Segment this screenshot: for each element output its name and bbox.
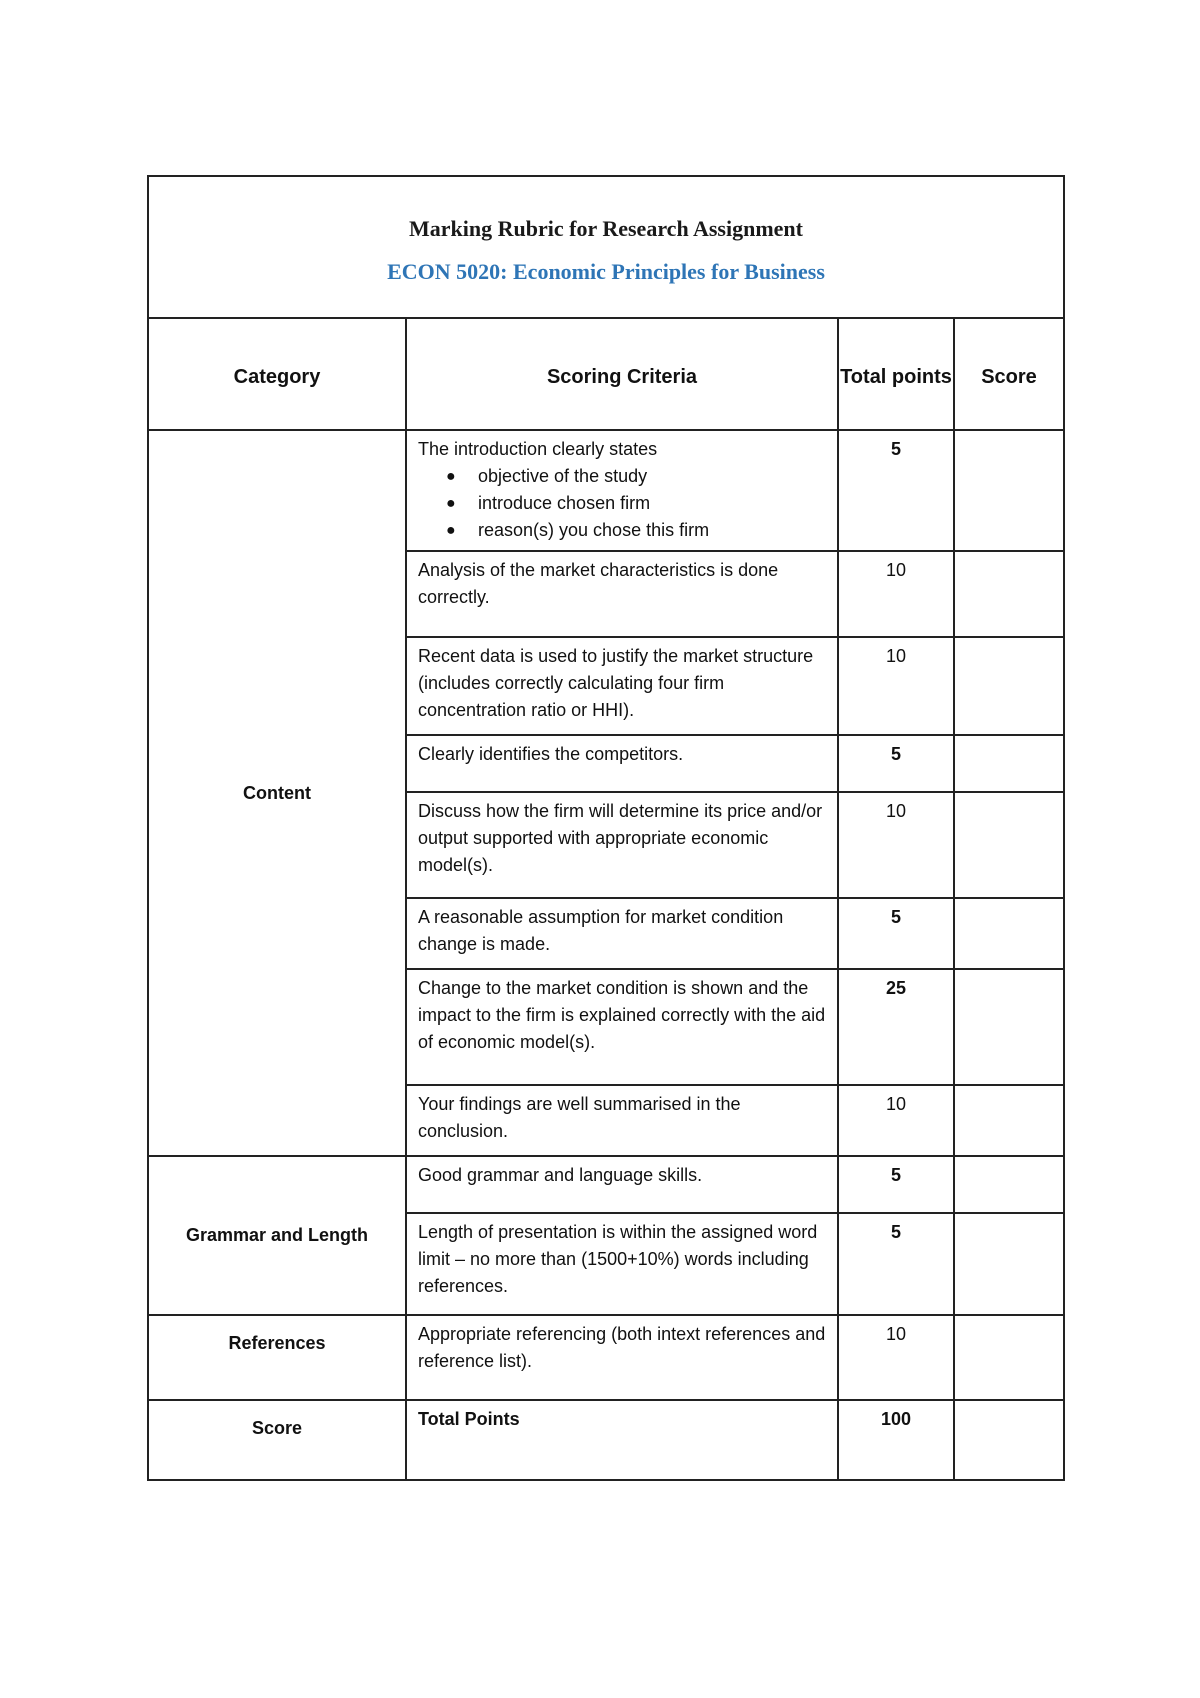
score-cell[interactable] <box>954 735 1064 792</box>
rubric-title: Marking Rubric for Research Assignment <box>409 216 803 241</box>
points-price-output: 10 <box>838 792 954 898</box>
bullet-text: reason(s) you chose this firm <box>478 520 710 540</box>
bullet-text: objective of the study <box>478 466 648 486</box>
score-cell[interactable] <box>954 969 1064 1085</box>
criteria-intro-text: The introduction clearly states <box>418 439 658 459</box>
criteria-bullet-list <box>418 463 827 544</box>
score-cell[interactable] <box>954 792 1064 898</box>
score-cell[interactable] <box>954 1156 1064 1213</box>
points-referencing: 10 <box>838 1315 954 1400</box>
title-block <box>148 176 1064 318</box>
course-subtitle: ECON 5020: Economic Principles for Business <box>387 259 825 284</box>
category-references: References <box>148 1315 406 1400</box>
score-cell[interactable] <box>954 1213 1064 1315</box>
points-grammar: 5 <box>838 1156 954 1213</box>
header-scoring-criteria: Scoring Criteria <box>406 318 838 430</box>
criteria-conclusion: Your findings are well summarised in the conclusion. <box>406 1085 838 1156</box>
points-market-assumption: 5 <box>838 898 954 969</box>
criteria-price-output: Discuss how the firm will determine its price and/or output supported with appropriate economic model(s). <box>406 792 838 898</box>
score-cell[interactable] <box>954 637 1064 735</box>
score-cell[interactable] <box>954 1315 1064 1400</box>
list-item <box>446 517 827 544</box>
bullet-icon: ● <box>446 522 456 539</box>
total-score-cell[interactable] <box>954 1400 1064 1480</box>
criteria-recent-data: Recent data is used to justify the market structure (includes correctly calculating four firm concentration ratio or HHI). <box>406 637 838 735</box>
criteria-competitors: Clearly identifies the competitors. <box>406 735 838 792</box>
header-score: Score <box>954 318 1064 430</box>
points-recent-data: 10 <box>838 637 954 735</box>
points-introduction: 5 <box>838 430 954 551</box>
points-market-analysis: 10 <box>838 551 954 637</box>
bullet-icon: ● <box>446 468 456 485</box>
score-cell[interactable] <box>954 551 1064 637</box>
bullet-text: introduce chosen firm <box>478 493 651 513</box>
score-cell[interactable] <box>954 898 1064 969</box>
points-market-change: 25 <box>838 969 954 1085</box>
header-total-points: Total points <box>838 318 954 430</box>
criteria-grammar: Good grammar and language skills. <box>406 1156 838 1213</box>
criteria-market-change: Change to the market condition is shown and the impact to the firm is explained correctly with the aid of economic model(s). <box>406 969 838 1085</box>
list-item <box>446 463 827 490</box>
bullet-icon: ● <box>446 495 456 512</box>
criteria-referencing: Appropriate referencing (both intext references and reference list). <box>406 1315 838 1400</box>
points-conclusion: 10 <box>838 1085 954 1156</box>
list-item <box>446 490 827 517</box>
total-points-label: Total Points <box>406 1400 838 1480</box>
category-score: Score <box>148 1400 406 1480</box>
criteria-introduction <box>406 430 838 551</box>
points-length: 5 <box>838 1213 954 1315</box>
points-competitors: 5 <box>838 735 954 792</box>
score-cell[interactable] <box>954 430 1064 551</box>
criteria-length: Length of presentation is within the assigned word limit – no more than (1500+10%) words including references. <box>406 1213 838 1315</box>
criteria-market-assumption: A reasonable assumption for market condition change is made. <box>406 898 838 969</box>
marking-rubric-table <box>147 175 1065 1481</box>
total-points-value: 100 <box>838 1400 954 1480</box>
criteria-market-analysis: Analysis of the market characteristics is done correctly. <box>406 551 838 637</box>
header-category: Category <box>148 318 406 430</box>
score-cell[interactable] <box>954 1085 1064 1156</box>
category-grammar-length: Grammar and Length <box>148 1156 406 1315</box>
category-content: Content <box>148 430 406 1156</box>
